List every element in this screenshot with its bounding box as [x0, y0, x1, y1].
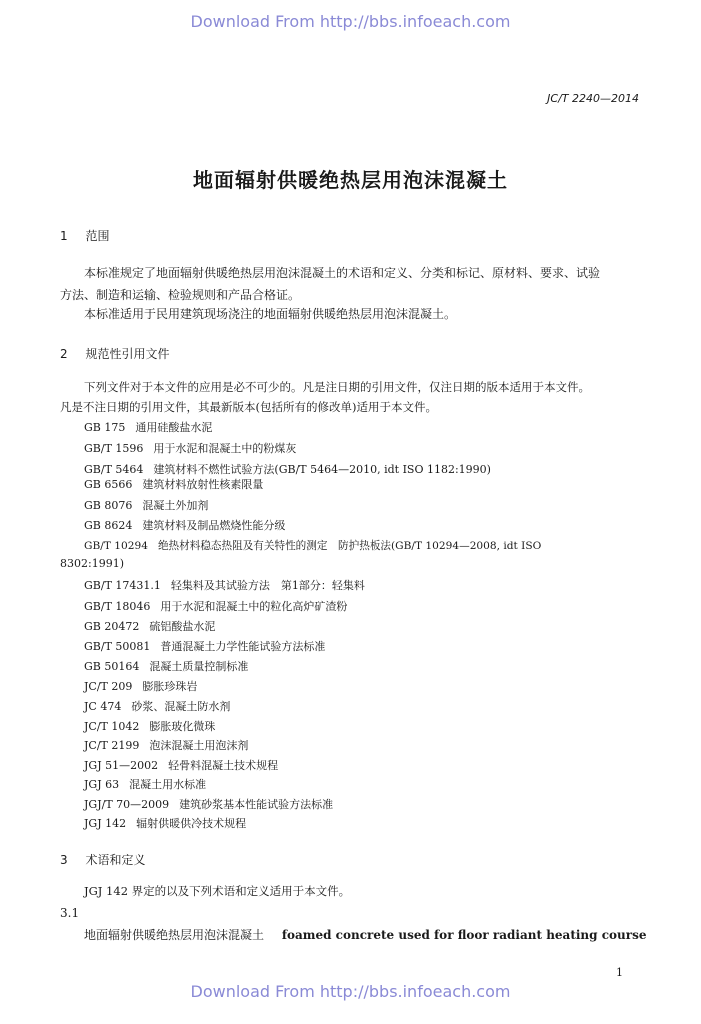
reference-item	[84, 638, 325, 654]
reference-title: 建筑材料放射性核素限量	[142, 478, 264, 491]
reference-item	[84, 461, 491, 477]
reference-code: GB 8076	[84, 499, 133, 512]
reference-item	[84, 678, 197, 694]
reference-title: 建筑材料及制品燃烧性能分级	[142, 519, 286, 532]
reference-code: GB 20472	[84, 620, 140, 633]
reference-item	[84, 698, 230, 714]
reference-item	[84, 796, 333, 812]
term-number: 3.1	[60, 906, 80, 920]
reference-item	[84, 618, 215, 634]
watermark-bottom: Download From http://bbs.infoeach.com	[190, 982, 511, 1001]
reference-item-continuation	[60, 557, 124, 570]
reference-item	[84, 476, 263, 492]
reference-title: 用于水泥和混凝土中的粉煤灰	[153, 442, 297, 455]
reference-item	[84, 497, 208, 513]
reference-title: 轻骨料混凝土技术规程	[168, 759, 279, 772]
paragraph: 凡是不注日期的引用文件，其最新版本(包括所有的修改单)适用于本文件。	[60, 400, 437, 414]
reference-code: GB/T 50081	[84, 640, 151, 653]
reference-title: 膨胀玻化微珠	[149, 720, 216, 733]
paragraph: 方法、制造和运输、检验规则和产品合格证。	[60, 288, 301, 302]
term-entry	[84, 926, 646, 943]
reference-item	[84, 419, 212, 435]
reference-code: JGJ 63	[84, 778, 120, 791]
section-2-heading	[60, 345, 169, 362]
page-title: 地面辐射供暖绝热层用泡沫混凝土	[193, 168, 508, 192]
term-english: foamed concrete used for floor radiant heating course	[281, 928, 647, 942]
reference-code: GB 6566	[84, 478, 133, 491]
reference-item	[84, 538, 541, 553]
reference-code: GB 50164	[84, 660, 140, 673]
reference-code: JGJ 142	[84, 817, 127, 830]
section-number: 3	[60, 853, 68, 867]
reference-title: 用于水泥和混凝土中的粒化高炉矿渣粉	[160, 600, 348, 613]
reference-title: 绝热材料稳态热阻及有关特性的测定 防护热板法(GB/T 10294—2008, idt ISO	[157, 540, 542, 552]
paragraph: 下列文件对于本文件的应用是必不可少的。凡是注日期的引用文件，仅注日期的版本适用于本文件。	[84, 380, 590, 394]
reference-item	[84, 776, 206, 792]
watermark-top: Download From http://bbs.infoeach.com	[190, 12, 511, 31]
reference-title: 混凝土用水标准	[129, 778, 207, 791]
reference-code: GB/T 17431.1	[84, 579, 161, 592]
reference-item	[84, 718, 215, 734]
section-3-heading	[60, 851, 145, 868]
reference-title: 通用硅酸盐水泥	[135, 421, 213, 434]
reference-code: JC 474	[84, 700, 122, 713]
reference-title: 混凝土外加剂	[142, 499, 209, 512]
reference-item	[84, 757, 278, 773]
page-number: 1	[616, 966, 623, 979]
reference-title: 砂浆、混凝土防水剂	[131, 700, 231, 713]
reference-code: JC/T 1042	[84, 720, 140, 733]
reference-code: GB/T 10294	[84, 540, 148, 552]
reference-code: GB 8624	[84, 519, 133, 532]
reference-title: 硫铝酸盐水泥	[149, 620, 216, 633]
reference-title: 辐射供暖供冷技术规程	[136, 817, 247, 830]
reference-title: 普通混凝土力学性能试验方法标准	[160, 640, 326, 653]
document-number: JC/T 2240—2014	[547, 92, 639, 105]
reference-title: 建筑材料不燃性试验方法(GB/T 5464—2010, idt ISO 1182:1990)	[153, 463, 491, 476]
section-title: 范围	[85, 229, 110, 243]
paragraph: 本标准规定了地面辐射供暖绝热层用泡沫混凝土的术语和定义、分类和标记、原材料、要求、试验	[84, 266, 601, 280]
reference-item	[84, 598, 347, 614]
reference-code: GB/T 18046	[84, 600, 151, 613]
reference-title: 混凝土质量控制标准	[149, 660, 249, 673]
reference-title: 建筑砂浆基本性能试验方法标准	[179, 798, 334, 811]
reference-item	[84, 815, 246, 831]
reference-code: GB/T 1596	[84, 442, 144, 455]
reference-title: 泡沫混凝土用泡沫剂	[149, 739, 249, 752]
paragraph: 本标准适用于民用建筑现场浇注的地面辐射供暖绝热层用泡沫混凝土。	[84, 307, 457, 321]
reference-code: GB 175	[84, 421, 126, 434]
section-1-heading	[60, 227, 109, 244]
reference-title: 8302:1991)	[60, 557, 124, 570]
section-number: 2	[60, 347, 68, 361]
reference-title: 轻集料及其试验方法 第1部分：轻集料	[170, 579, 365, 592]
reference-code: JGJ 51—2002	[84, 759, 159, 772]
reference-code: JC/T 209	[84, 680, 133, 693]
term-chinese: 地面辐射供暖绝热层用泡沫混凝土	[84, 928, 265, 942]
reference-item	[84, 517, 285, 533]
reference-item	[84, 440, 296, 456]
section-title: 术语和定义	[85, 853, 146, 867]
reference-title: 膨胀珍珠岩	[142, 680, 198, 693]
paragraph: JGJ 142 界定的以及下列术语和定义适用于本文件。	[84, 884, 351, 898]
reference-item	[84, 737, 248, 753]
reference-code: GB/T 5464	[84, 463, 144, 476]
reference-item	[84, 577, 365, 593]
reference-code: JGJ/T 70—2009	[84, 798, 170, 811]
section-title: 规范性引用文件	[85, 347, 170, 361]
section-number: 1	[60, 229, 68, 243]
reference-item	[84, 658, 248, 674]
reference-code: JC/T 2199	[84, 739, 140, 752]
